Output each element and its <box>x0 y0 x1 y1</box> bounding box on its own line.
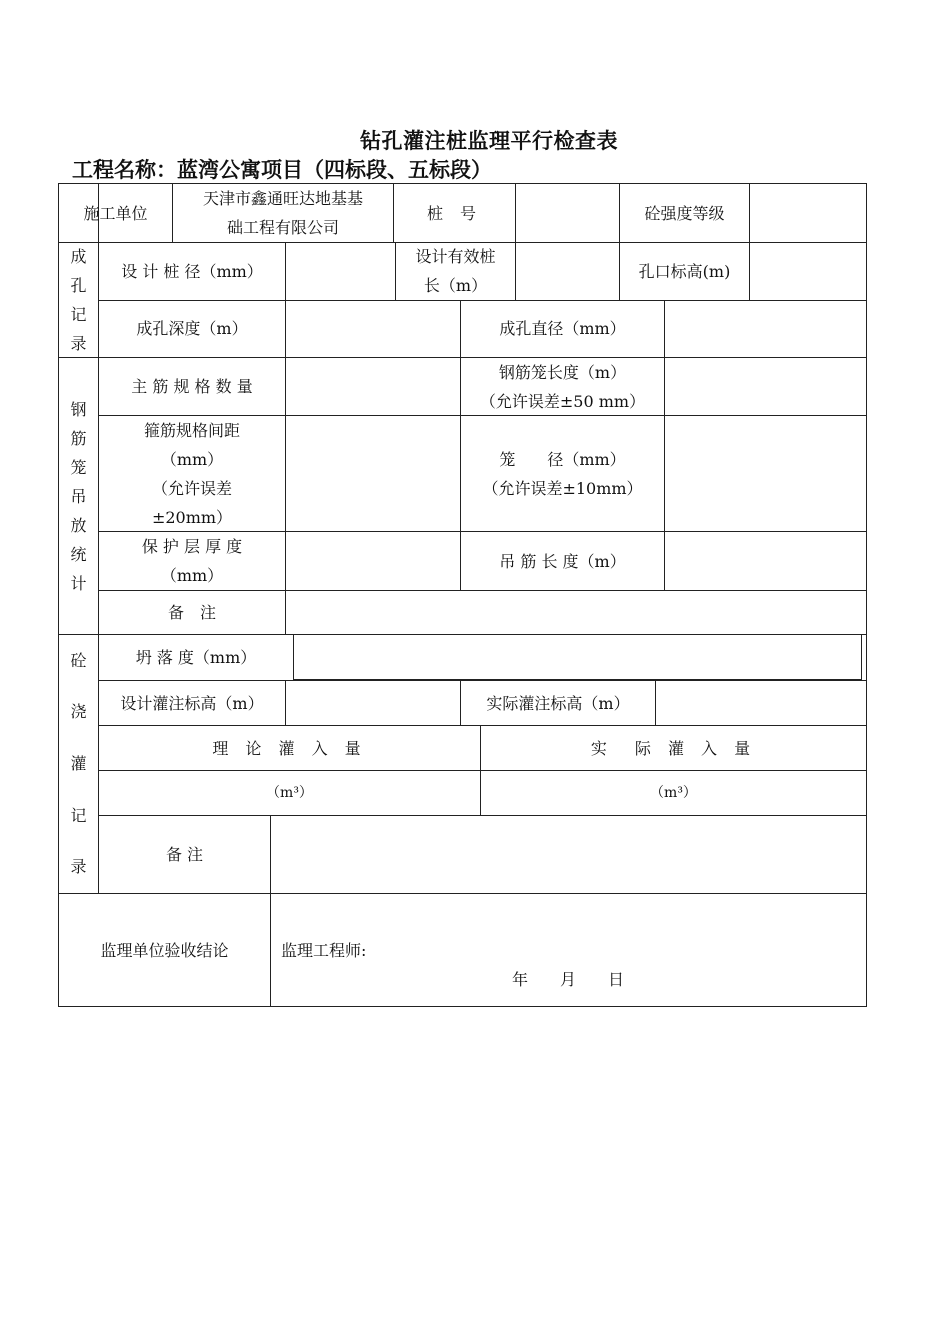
label-line: 设计有效桩 <box>415 247 496 266</box>
contractor-value <box>173 184 393 242</box>
section-char: 放 <box>70 515 87 535</box>
contractor-value-line: 天津市鑫通旺达地基基 <box>202 189 363 208</box>
cage-section-label <box>59 358 98 634</box>
section-char: 成 <box>70 246 87 266</box>
main-bar-label: 主 筋 规 格 数 量 <box>131 377 253 396</box>
hole-diameter-value[interactable] <box>665 300 866 357</box>
section-char: 笼 <box>70 457 87 477</box>
label-line: （允许误差±50 mm） <box>479 391 646 411</box>
label-line: ±20mm） <box>151 507 233 527</box>
design-diameter-value[interactable] <box>286 242 395 300</box>
cage-remark-value[interactable] <box>286 591 866 634</box>
project-name: 工程名称：蓝湾公寓项目（四标段、五标段） <box>72 157 492 182</box>
hanger-value[interactable] <box>665 532 866 590</box>
actual-pour-elev-value[interactable] <box>656 681 866 725</box>
section-char: 吊 <box>70 486 87 506</box>
date-label: 年 月 日 <box>512 970 625 989</box>
actual-pour-elev-label: 实际灌注标高（m） <box>486 693 630 713</box>
section-char: 钢 <box>70 399 87 419</box>
pour-remark-value[interactable] <box>271 816 866 893</box>
section-char: 录 <box>70 333 87 353</box>
label-line: 笼 径（mm） <box>499 449 626 469</box>
label-line: 钢筋笼长度（m） <box>498 362 627 382</box>
concrete-grade-value[interactable] <box>750 184 866 242</box>
cover-label <box>99 532 285 590</box>
hole-depth-label: 成孔深度（m） <box>136 319 248 338</box>
section-char: 灌 <box>70 753 87 773</box>
section-char: 砼 <box>70 650 87 670</box>
section-char: 录 <box>70 857 87 877</box>
design-length-value[interactable] <box>516 242 619 300</box>
theory-volume-label: 理 论 灌 入 量 <box>212 738 367 758</box>
pile-no-label: 桩 号 <box>426 203 483 223</box>
contractor-label: 施工单位 <box>83 203 148 223</box>
hole-elevation-value[interactable] <box>750 242 866 300</box>
theory-volume-unit: （m³） <box>266 784 313 801</box>
table-border-right <box>866 183 867 1007</box>
design-pour-elev-value[interactable] <box>286 681 460 725</box>
design-diameter-label: 设 计 桩 径（mm） <box>121 261 263 281</box>
engineer-label: 监理工程师: <box>281 941 367 960</box>
document-title: 钻孔灌注桩监理平行检查表 <box>360 128 618 153</box>
hole-diameter-label: 成孔直径（mm） <box>499 319 626 338</box>
cover-value[interactable] <box>286 532 460 590</box>
cage-length-value[interactable] <box>665 358 866 415</box>
cage-diameter-value[interactable] <box>665 416 866 531</box>
section-char: 统 <box>70 544 87 564</box>
concrete-grade-label: 砼强度等级 <box>644 203 725 223</box>
cage-remark-label: 备 注 <box>167 603 216 622</box>
actual-volume-label: 实 际 灌 入 量 <box>590 738 757 758</box>
section-char: 孔 <box>70 275 87 295</box>
cage-diameter-label <box>461 416 664 531</box>
label-line: 箍筋规格间距 <box>143 420 240 440</box>
hanger-label: 吊 筋 长 度（m） <box>499 551 626 571</box>
hole-elevation-label: 孔口标高(m) <box>638 261 731 281</box>
main-bar-value[interactable] <box>286 358 460 415</box>
contractor-value-line: 础工程有限公司 <box>226 218 339 237</box>
slump-label: 坍 落 度（mm） <box>135 648 257 667</box>
stirrup-label <box>99 416 285 531</box>
table-border-bottom <box>58 1006 867 1007</box>
conclusion-label: 监理单位验收结论 <box>100 940 229 960</box>
actual-volume-unit: （m³） <box>650 784 697 801</box>
hole-depth-value[interactable] <box>286 300 460 357</box>
section-char: 浇 <box>70 702 87 722</box>
label-line: （mm） <box>160 449 224 469</box>
pile-no-value[interactable] <box>516 184 619 242</box>
pour-remark-label: 备 注 <box>165 845 204 864</box>
pour-section-label <box>59 635 98 893</box>
label-line: 保 护 层 厚 度 <box>141 537 243 556</box>
design-pour-elev-label: 设计灌注标高（m） <box>120 693 264 713</box>
hole-record-section-label <box>59 242 98 357</box>
section-char: 记 <box>70 805 87 825</box>
section-char: 计 <box>70 573 87 593</box>
col-divider <box>861 634 862 680</box>
slump-value[interactable] <box>294 635 861 679</box>
section-char: 记 <box>70 304 87 324</box>
section-char: 筋 <box>70 428 87 448</box>
label-line: 长（m） <box>423 276 488 295</box>
cage-length-label <box>461 358 664 415</box>
label-line: （mm） <box>160 566 224 585</box>
stirrup-value[interactable] <box>286 416 460 531</box>
design-length-label <box>396 242 515 300</box>
label-line: （允许误差±10mm） <box>482 478 643 498</box>
label-line: （允许误差 <box>151 478 232 498</box>
